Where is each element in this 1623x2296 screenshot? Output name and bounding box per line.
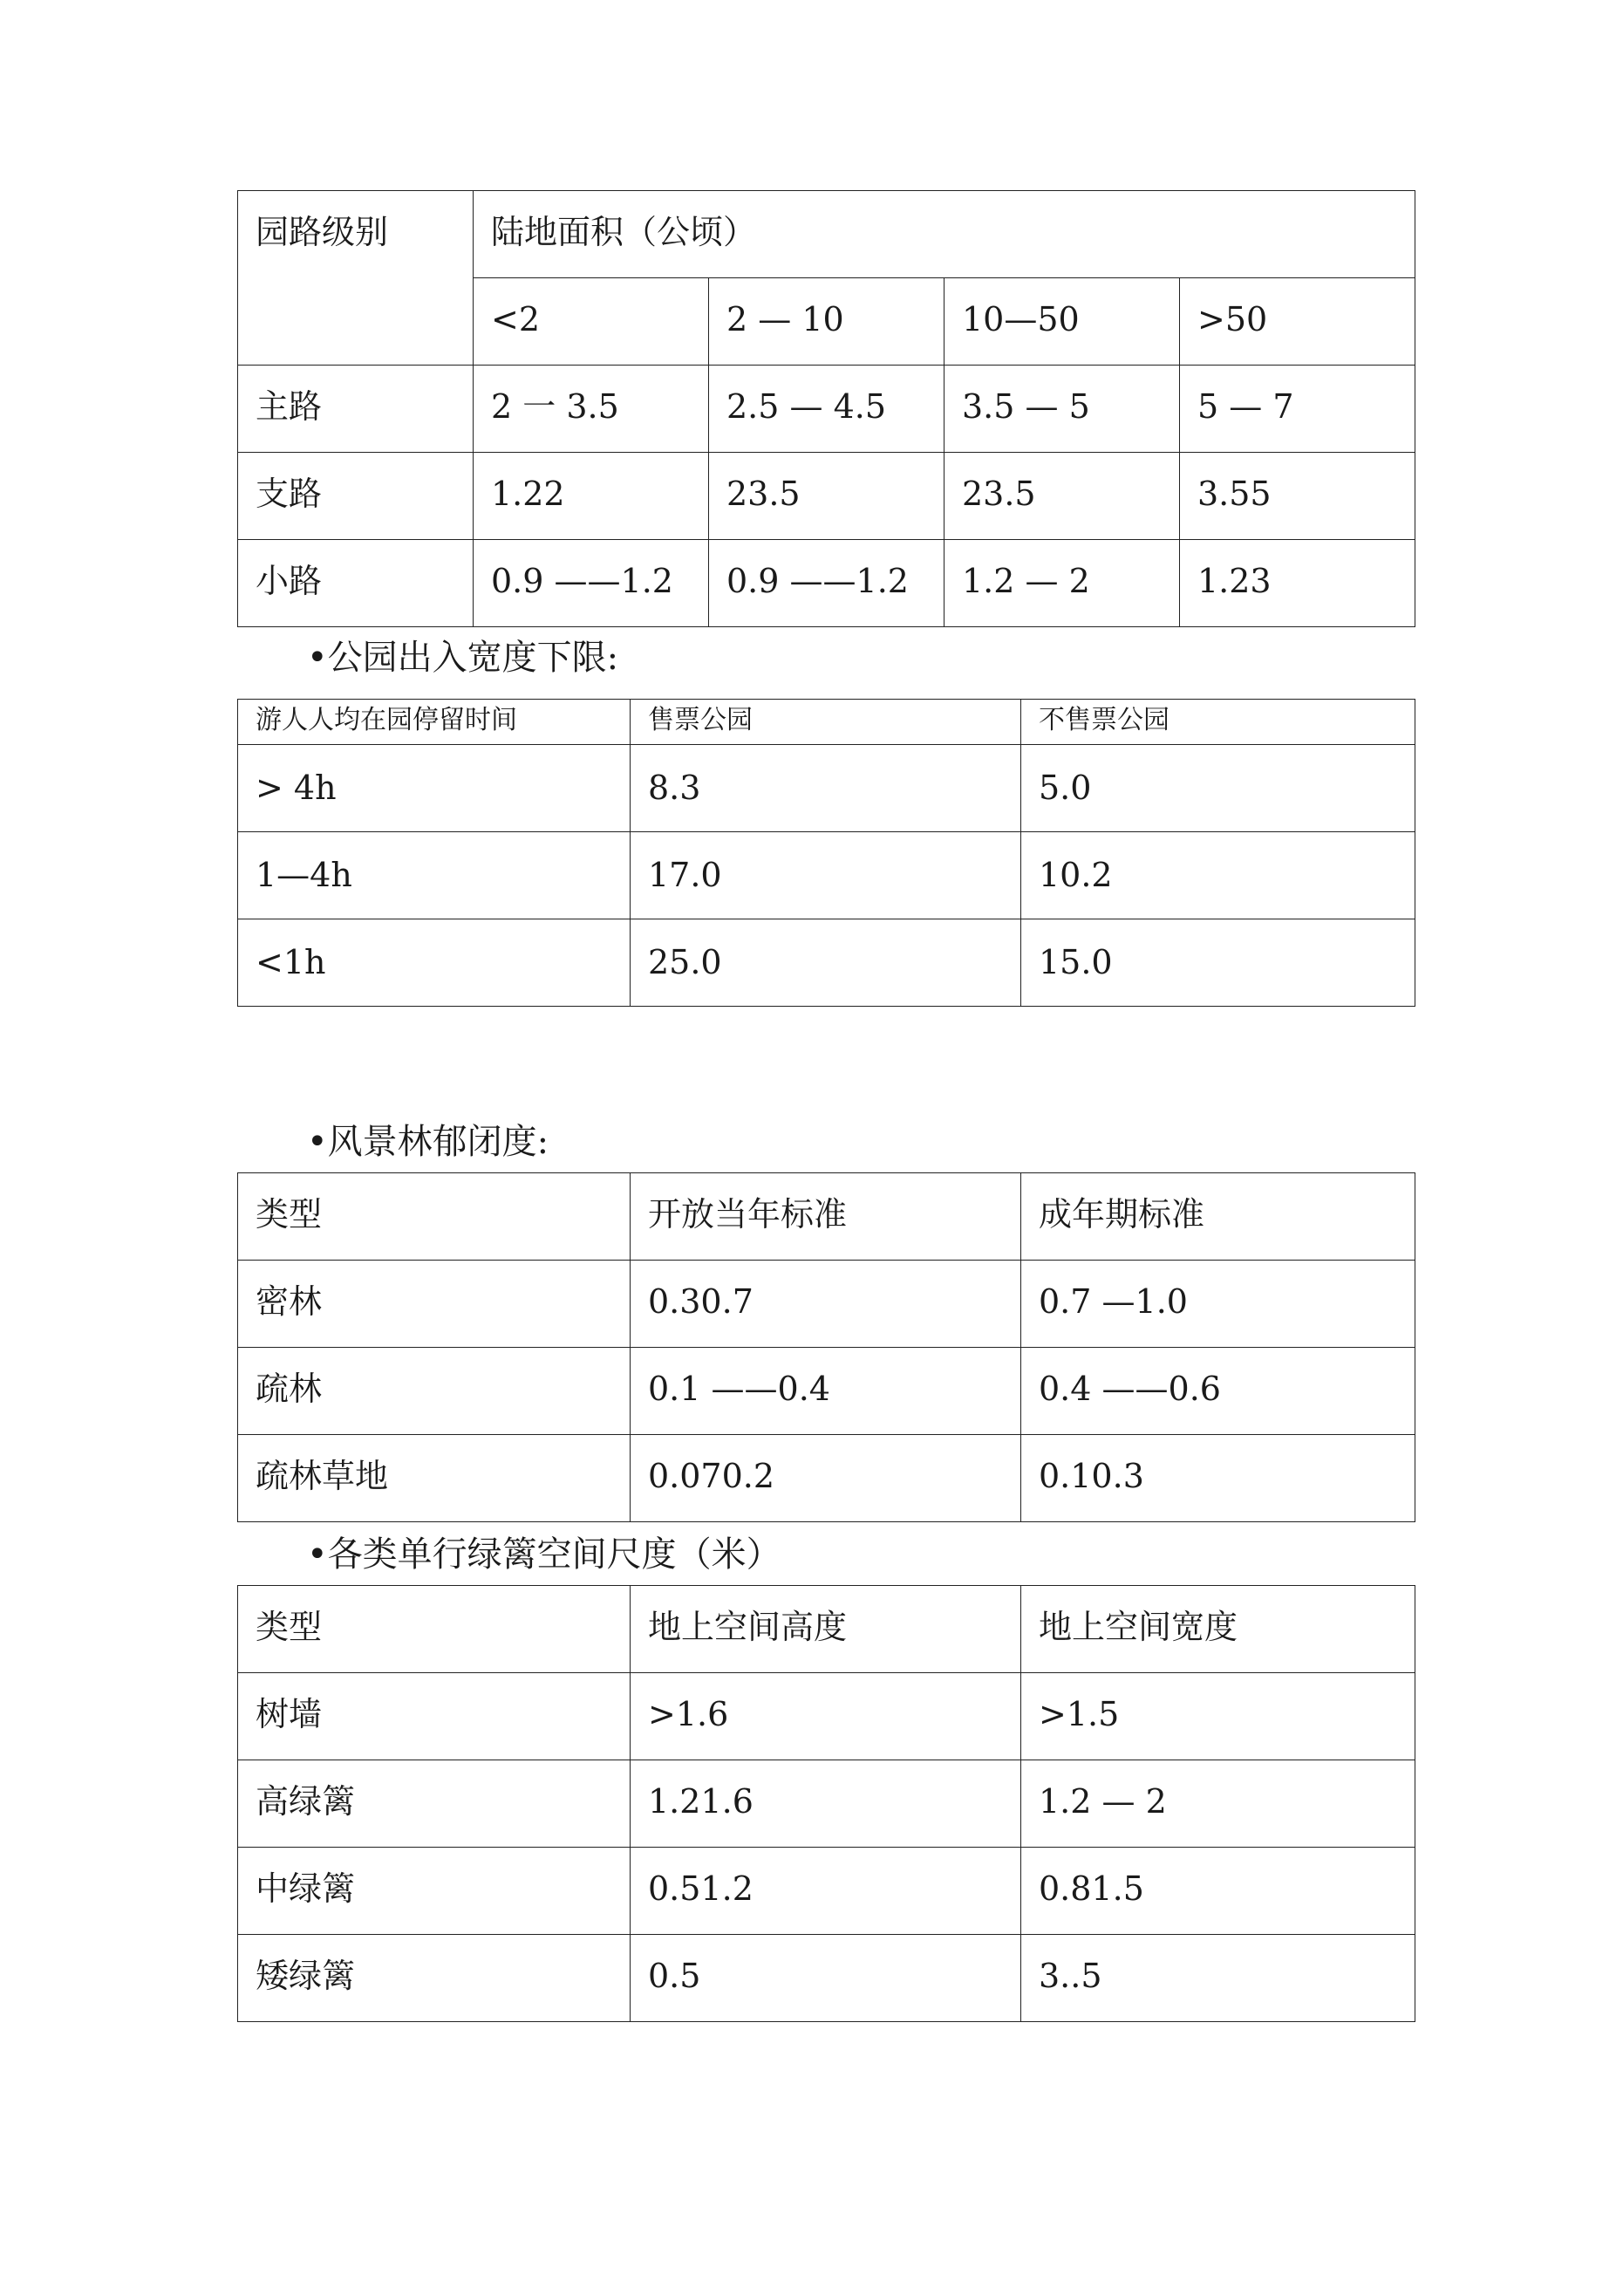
table-cell: 23.5 (944, 453, 1180, 540)
spacer (237, 1007, 1415, 1120)
table-header-cell: 开放当年标准 (631, 1173, 1021, 1261)
table-cell: > 4h (238, 745, 631, 832)
forest-canopy-table (237, 1172, 1415, 1522)
section-heading: •各类单行绿篱空间尺度（米） (307, 1534, 781, 1575)
header-range: 2 — 10 (709, 278, 944, 366)
table-cell: 15.0 (1021, 919, 1415, 1007)
table-cell: >1.5 (1021, 1673, 1415, 1760)
table-cell: 疏林草地 (238, 1435, 631, 1522)
row-label: 主路 (238, 366, 474, 453)
row-label: 小路 (238, 540, 474, 627)
table-cell: 0.1 ——0.4 (631, 1348, 1021, 1435)
table-header-cell: 游人人均在园停留时间 (238, 700, 631, 745)
table-row (238, 1261, 1415, 1348)
table-cell: 1.23 (1180, 540, 1415, 627)
section-heading: •公园出入宽度下限: (307, 638, 619, 678)
table-cell: 0.7 —1.0 (1021, 1261, 1415, 1348)
table-row (238, 1348, 1415, 1435)
table-row (238, 1173, 1415, 1261)
table-row (238, 1935, 1415, 2022)
table-cell: 17.0 (631, 832, 1021, 919)
table-row (238, 1760, 1415, 1848)
table-cell: 0.9 ——1.2 (709, 540, 944, 627)
table-row (238, 191, 1415, 278)
table-cell: 0.070.2 (631, 1435, 1021, 1522)
table-cell: 23.5 (709, 453, 944, 540)
table-cell: 1—4h (238, 832, 631, 919)
table-header-cell: 售票公园 (631, 700, 1021, 745)
table-cell: 0.4 ——0.6 (1021, 1348, 1415, 1435)
table-cell: 0.10.3 (1021, 1435, 1415, 1522)
table-row (238, 745, 1415, 832)
table-row (238, 700, 1415, 745)
table-cell: 矮绿篱 (238, 1935, 631, 2022)
section-heading: •风景林郁闭度: (307, 1122, 549, 1162)
table-cell: 0.81.5 (1021, 1848, 1415, 1935)
table-cell: 10.2 (1021, 832, 1415, 919)
table-cell: 8.3 (631, 745, 1021, 832)
header-range: 10—50 (944, 278, 1180, 366)
table-header-cell: 地上空间宽度 (1021, 1586, 1415, 1673)
table-cell: 1.22 (474, 453, 709, 540)
table-cell: 0.5 (631, 1935, 1021, 2022)
table-cell: <1h (238, 919, 631, 1007)
table-cell: 5.0 (1021, 745, 1415, 832)
table-cell: 1.21.6 (631, 1760, 1021, 1848)
table-cell: 2.5 — 4.5 (709, 366, 944, 453)
table-cell: 3..5 (1021, 1935, 1415, 2022)
hedge-dimension-table (237, 1585, 1415, 2022)
table-row (238, 453, 1415, 540)
row-label: 支路 (238, 453, 474, 540)
table-header-cell: 类型 (238, 1173, 631, 1261)
document-page (237, 190, 1415, 2022)
table-cell: 2 一 3.5 (474, 366, 709, 453)
table-cell: 中绿篱 (238, 1848, 631, 1935)
table-cell: 1.2 — 2 (1021, 1760, 1415, 1848)
table-cell: >1.6 (631, 1673, 1021, 1760)
table-row (238, 1848, 1415, 1935)
header-range: <2 (474, 278, 709, 366)
table-cell: 疏林 (238, 1348, 631, 1435)
table-header-cell: 类型 (238, 1586, 631, 1673)
road-width-table (237, 190, 1415, 627)
table-row (238, 1435, 1415, 1522)
table-cell: 3.5 — 5 (944, 366, 1180, 453)
table-header-cell: 不售票公园 (1021, 700, 1415, 745)
table-cell: 3.55 (1180, 453, 1415, 540)
table-cell: 树墙 (238, 1673, 631, 1760)
table-row (238, 1673, 1415, 1760)
table-row (238, 1586, 1415, 1673)
header-land-area: 陆地面积（公顷） (474, 191, 1415, 278)
table-cell: 0.9 ——1.2 (474, 540, 709, 627)
table-row (238, 366, 1415, 453)
table-header-cell: 成年期标准 (1021, 1173, 1415, 1261)
table-cell: 25.0 (631, 919, 1021, 1007)
header-road-level: 园路级别 (238, 191, 474, 366)
table-cell: 密林 (238, 1261, 631, 1348)
table-header-cell: 地上空间高度 (631, 1586, 1021, 1673)
table-cell: 0.51.2 (631, 1848, 1021, 1935)
park-entrance-width-table (237, 699, 1415, 1007)
table-row (238, 832, 1415, 919)
table-row (238, 919, 1415, 1007)
header-range: >50 (1180, 278, 1415, 366)
table-cell: 0.30.7 (631, 1261, 1021, 1348)
table-cell: 高绿篱 (238, 1760, 631, 1848)
table-row (238, 540, 1415, 627)
table-cell: 1.2 — 2 (944, 540, 1180, 627)
table-cell: 5 — 7 (1180, 366, 1415, 453)
